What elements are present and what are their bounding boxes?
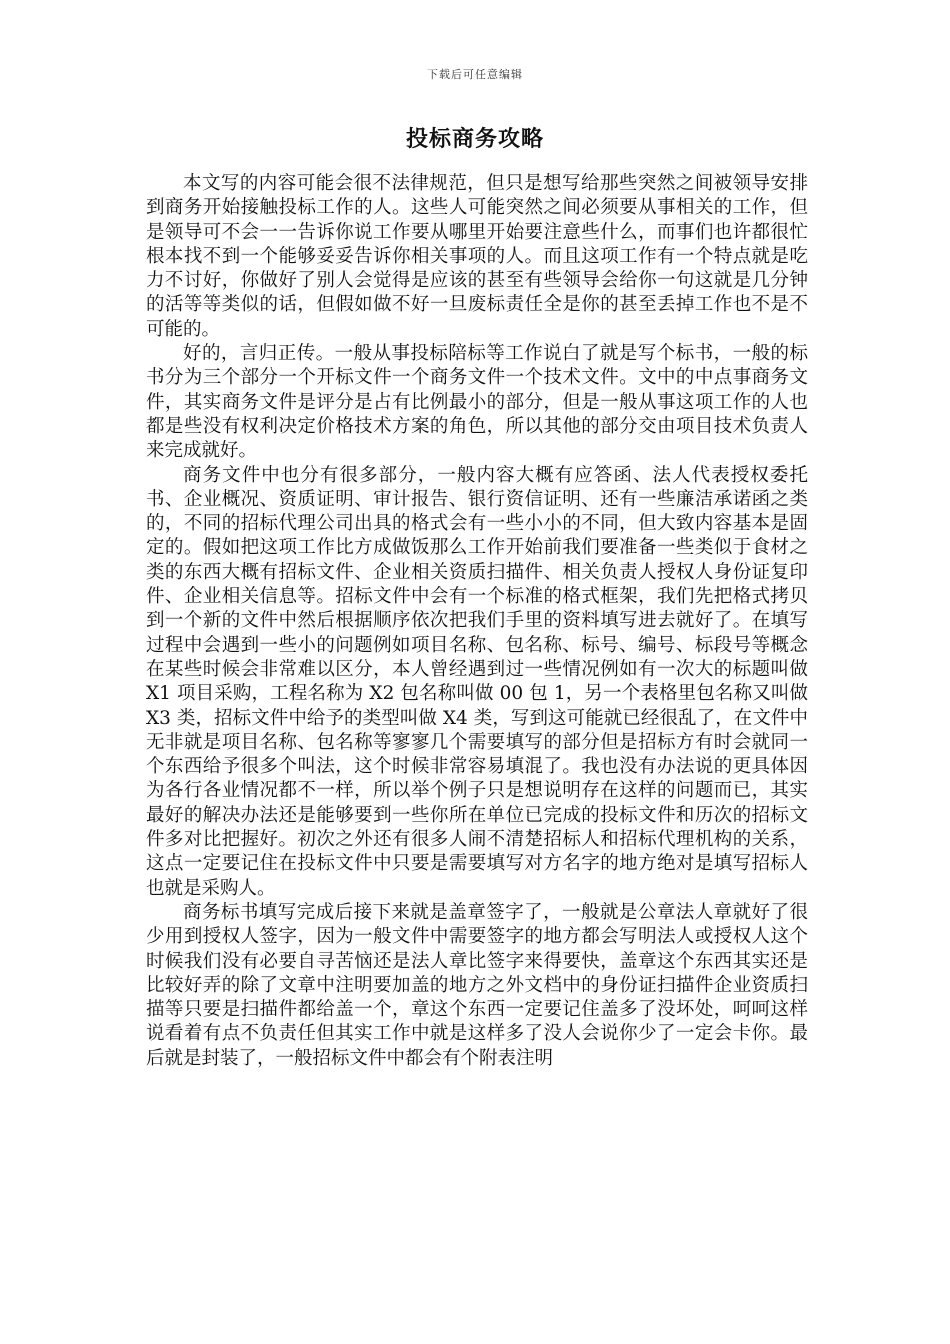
paragraph-2: 好的，言归正传。一般从事投标陪标等工作说白了就是写个标书，一般的标书分为三个部分一个开标文件一个商务文件一个技术文件。文中的中点事商务文件，其实商务文件是评分是占有比例最小的部分，但是一般从事这项工作的人也都是些没有权利决定价格技术方案的角色，所以其他的部分交由项目技术负责人来完成就好。 bbox=[146, 343, 808, 462]
document-title: 投标商务攻略 bbox=[405, 126, 544, 152]
document-body bbox=[146, 172, 808, 1071]
paragraph-3: 商务文件中也分有很多部分，一般内容大概有应答函、法人代表授权委托书、企业概况、资质证明、审计报告、银行资信证明、还有一些廉洁承诺函之类的，不同的招标代理公司出具的格式会有一些小小的不同，但大致内容基本是固定的。假如把这项工作比方成做饭那么工作开始前我们要准备一些类似于食材之类的东西大概有招标文件、企业相关资质扫描件、相关负责人授权人身份证复印件、企业相关信息等。招标文件中会有一个标准的格式框架，我们先把格式拷贝到一个新的文件中然后根据顺序依次把我们手里的资料填写进去就好了。在填写过程中会遇到一些小的问题例如项目名称、包名称、标号、编号、标段号等概念在某些时候会非常难以区分，本人曾经遇到过一些情况例如有一次大的标题叫做 X1 项目采购，工程名称为 X2 包名称叫做 00 包 1，另一个表格里包名称又叫做 X3 类，招标文件中给予的类型叫做 X4 类，写到这可能就已经很乱了，在文件中无非就是项目名称、包名称等寥寥几个需要填写的部分但是招标方有时会就同一个东西给予很多个叫法，这个时候非常容易填混了。我也没有办法说的更具体因为各行各业情况都不一样，所以举个例子只是想说明存在这样的问题而已，其实最好的解决办法还是能够要到一些你所在单位已完成的投标文件和历次的招标文件多对比把握好。初次之外还有很多人闹不清楚招标人和招标代理机构的关系，这点一定要记住在投标文件中只要是需要填写对方名字的地方绝对是填写招标人也就是采购人。 bbox=[146, 464, 808, 899]
header-note: 下载后可任意编辑 bbox=[427, 68, 523, 81]
paragraph-1: 本文写的内容可能会很不法律规范，但只是想写给那些突然之间被领导安排到商务开始接触投标工作的人。这些人可能突然之间必须要从事相关的工作，但是领导可不会一一告诉你说工作要从哪里开始要注意些什么，而事们也许都很忙根本找不到一个能够妥妥告诉你相关事项的人。而且这项工作有一个特点就是吃力不讨好，你做好了别人会觉得是应该的甚至有些领导会给你一句这就是几分钟的活等等类似的话，但假如做不好一旦废标责任全是你的甚至丢掉工作也不是不可能的。 bbox=[146, 173, 808, 340]
paragraph-4: 商务标书填写完成后接下来就是盖章签字了，一般就是公章法人章就好了很少用到授权人签字，因为一般文件中需要签字的地方都会写明法人或授权人这个时候我们没有必要自寻苦恼还是法人章比签字来得要快，盖章这个东西其实还是比较好弄的除了文章中注明要加盖的地方之外文档中的身份证扫描件企业资质扫描等只要是扫描件都给盖一个，章这个东西一定要记住盖多了没坏处，呵呵这样说看着有点不负责任但其实工作中就是这样多了没人会说你少了一定会卡你。最后就是封装了，一般招标文件中都会有个附表注明 bbox=[146, 901, 808, 1069]
